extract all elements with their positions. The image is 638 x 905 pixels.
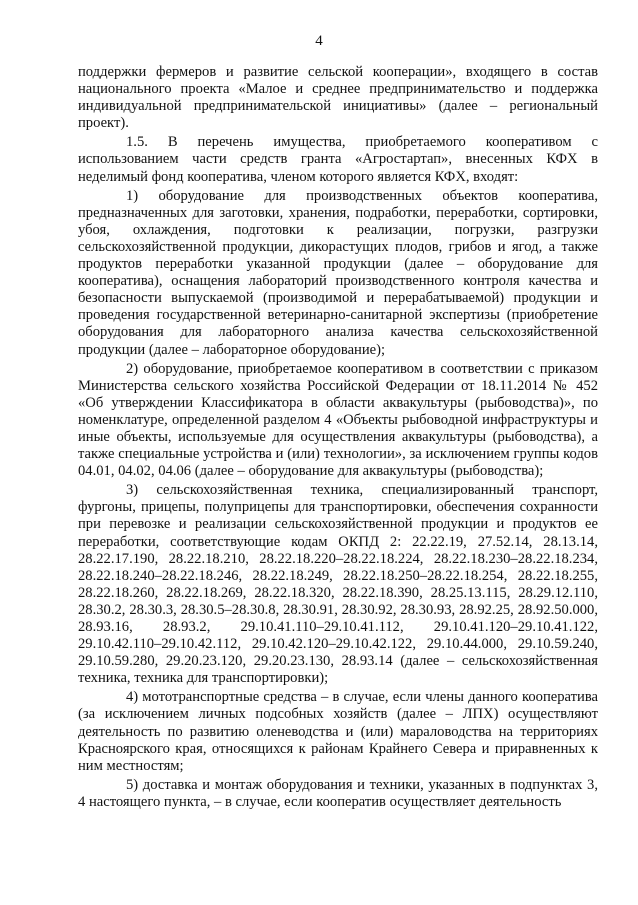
paragraph-clause-1-5: 1.5. В перечень имущества, приобретаемого кооперативом с использованием части средств гранта «Агростартап», внесенных КФХ в неделимый фонд кооператива, членом которого является КФХ, входят: [78,134,598,185]
document-body [78,64,598,813]
paragraph-item-2-aquaculture: 2) оборудование, приобретаемое кооперативом в соответствии с приказом Министерства сельского хозяйства Российской Федерации от 18.11.2014 № 452 «Об утверждении Классификатора в области аквакультуры (рыбоводства)», по номенклатуре, определенной разделом 4 «Объекты рыбоводной инфраструктуры и иные объекты, используемые для осуществления аквакультуры (рыбоводства), а также специальные устройства и (или) технологии», за исключением группы кодов 04.01, 04.02, 04.06 (далее – оборудование для аквакультуры (рыбоводства); [78,360,598,480]
paragraph-item-5-delivery-installation: 5) доставка и монтаж оборудования и техники, указанных в подпунктах 3, 4 настоящего пункта, – в случае, если кооператив осуществляет деятельность [78,776,598,810]
paragraph-item-4-motor-vehicles: 4) мототранспортные средства – в случае, если члены данного кооператива (за исключением личных подсобных хозяйств (далее – ЛПХ) осуществляют деятельность по развитию оленеводства и (или) мараловодства на территориях Красноярского края, относящихся к районам Крайнего Севера и приравненных к ним местностям; [78,689,598,774]
paragraph-item-3-agricultural-machinery: 3) сельскохозяйственная техника, специализированный транспорт, фургоны, прицепы, полуприцепы для транспортировки, обеспечения сохранности при перевозке и реализации сельскохозяйственной продукции и продуктов ее переработки, соответствующие кодам ОКПД 2: 22.22.19, 27.52.14, 28.13.14, 28.22.17.190, 28.22.18.210, 28.22.18.220–28.22.18.224, 28.22.18.230–28.22.18.234, 28.22.18.240–28.22.18.246, 28.22.18.249, 28.22.18.250–28.22.18.254, 28.22.18.255, 28.22.18.260, 28.22.18.269, 28.22.18.320, 28.22.18.390, 28.25.13.115, 28.29.12.110, 28.30.2, 28.30.3, 28.30.5–28.30.8, 28.30.91, 28.30.92, 28.30.93, 28.92.25, 28.92.50.000, 28.93.16, 28.93.2, 29.10.41.110–29.10.41.112, 29.10.41.120–29.10.41.122, 29.10.42.110–29.10.42.112, 29.10.42.120–29.10.42.122, 29.10.44.000, 29.10.59.240, 29.10.59.280, 29.20.23.120, 29.20.23.130, 28.93.14 (далее – сельскохозяйственная техника, техника для транспортировки); [78,482,598,687]
paragraph-regional-project-continuation: поддержки фермеров и развитие сельской кооперации», входящего в состав национального проекта «Малое и среднее предпринимательство и поддержка индивидуальной предпринимательской инициативы» (далее – региональный проект). [78,64,598,132]
page-number: 4 [315,33,323,49]
paragraph-item-1-equipment: 1) оборудование для производственных объектов кооператива, предназначенных для заготовки, хранения, подработки, переработки, сортировки, убоя, охлаждения, подготовки к реализации, погрузки, разгрузки сельскохозяйственной продукции, дикорастущих плодов, грибов и ягод, а также продуктов переработки указанной продукции (далее – оборудование для кооператива), оснащения лабораторий производственного контроля качества и безопасности выпускаемой (производимой и перерабатываемой) продукции и проведения государственной ветеринарно-санитарной экспертизы (приобретение оборудования для лабораторного анализа качества сельскохозяйственной продукции (далее – лабораторное оборудование); [78,187,598,358]
